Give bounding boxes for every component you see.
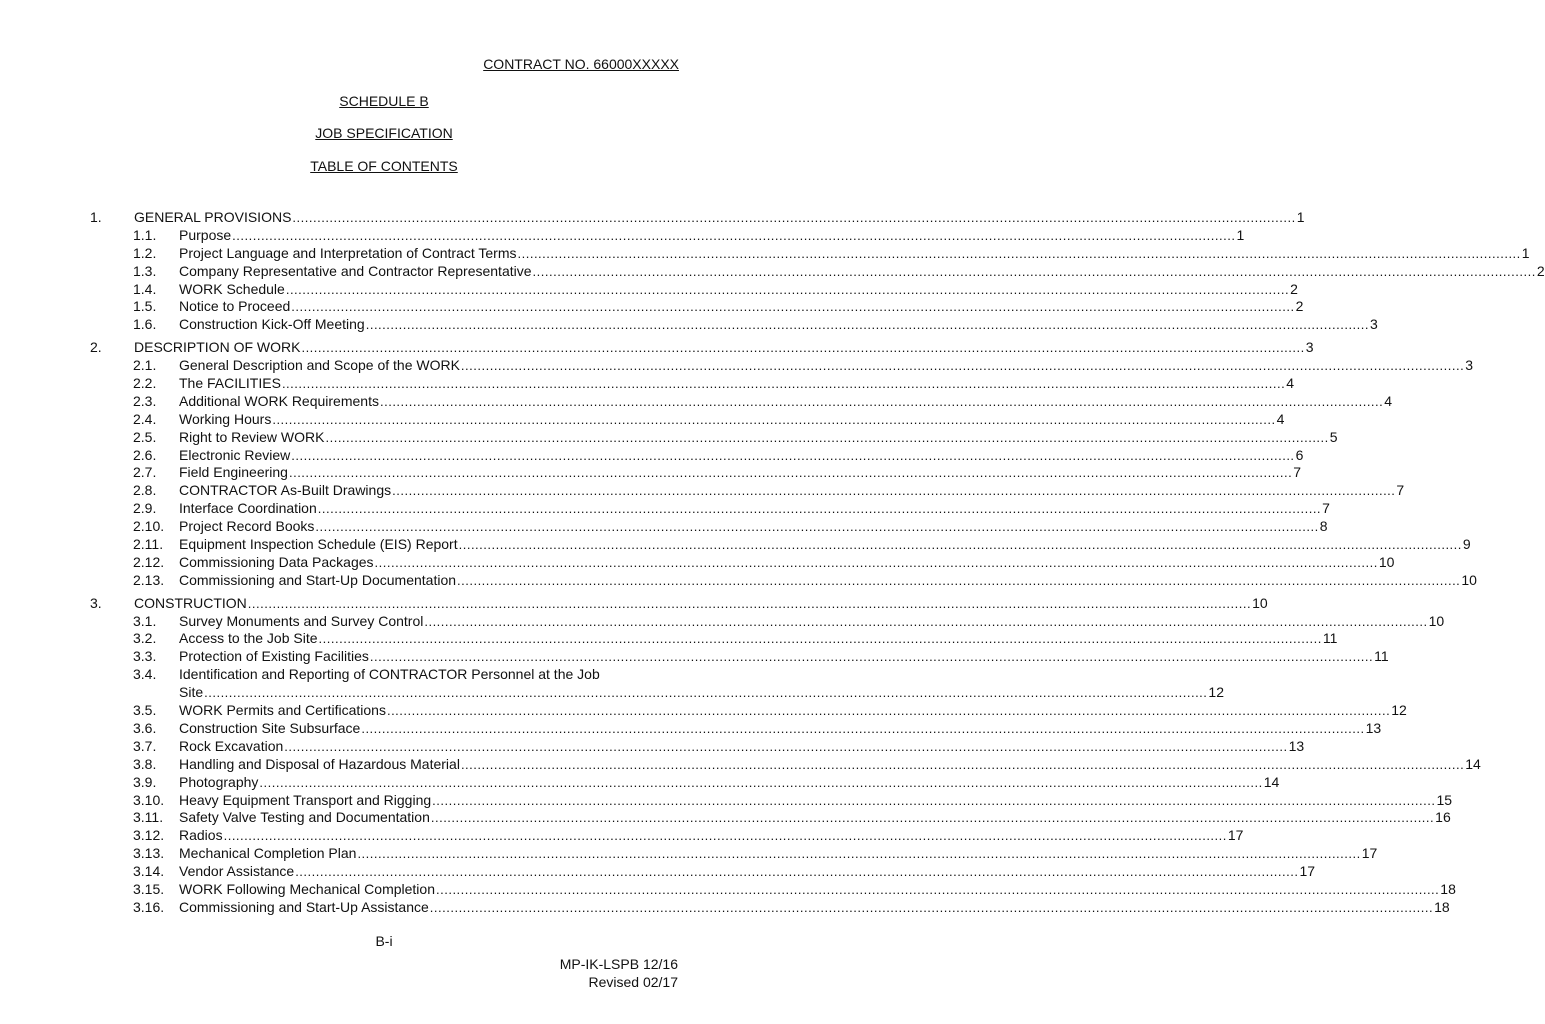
toc-leader [301,339,1304,357]
toc-entry[interactable] [90,880,1456,899]
toc-page: 17 [1299,863,1316,880]
toc-title: WORK Following Mechanical Completion [179,880,435,897]
toc-number: 2.10. [133,518,165,535]
toc-leader [295,863,1298,881]
toc-section [90,339,1477,589]
toc-leader [292,209,1295,227]
toc-entry[interactable] [90,845,1378,863]
toc-entry[interactable] [90,594,1268,613]
toc-entry[interactable] [90,226,1245,245]
contract-number: CONTRACT NO. 66000XXXXX [483,56,679,72]
toc-leader [518,245,1521,263]
toc-title-wrap [179,666,1224,702]
toc-page: 6 [1295,446,1304,463]
toc-page: 3 [1370,316,1378,333]
toc-title: The FACILITIES [179,375,281,391]
toc-title: CONTRACTOR As-Built Drawings [179,482,392,499]
toc-leader [204,684,1207,702]
toc-page: 3 [1305,339,1314,356]
toc-entry[interactable] [90,244,1530,263]
toc-page: 17 [1227,827,1244,844]
toc-title-line2 [179,684,1224,702]
toc-number: 3.14. [133,863,165,880]
toc-page: 18 [1434,898,1450,915]
toc-section [90,594,1481,917]
toc-page: 14 [1263,773,1280,790]
toc-entry[interactable] [90,536,1471,554]
toc-entry[interactable] [90,518,1328,536]
toc-title: CONSTRUCTION [134,594,247,611]
toc-leader [315,518,1318,536]
toc-number: 3.3. [133,648,157,665]
toc-title: Photography [179,773,259,790]
document-code: MP-IK-LSPB 12/16 [559,956,678,972]
toc-leader [457,572,1460,590]
toc-number: 3.1. [133,612,157,629]
toc-page: 17 [1361,845,1378,862]
toc-number: 1.4. [133,280,157,297]
toc-number: 2.6. [133,446,157,463]
toc-leader [325,429,1328,447]
toc-entry[interactable] [90,791,1453,810]
toc-leader [380,393,1383,411]
toc-title: Notice to Proceed [179,298,291,315]
toc-title: Identification and Reporting of CONTRACTOR Personnel at the Job [179,666,600,683]
toc-number: 1.2. [133,244,157,261]
toc-leader [282,375,1285,393]
toc-title: Project Record Books [179,518,315,535]
toc-title: Interface Coordination [179,500,317,517]
toc-entry[interactable] [90,719,1382,738]
page-number: B-i [375,933,393,949]
toc-page: 7 [1322,500,1330,517]
toc-entry[interactable] [90,375,1295,393]
toc-title: WORK Schedule [179,280,285,297]
toc-number: 3.2. [133,630,157,647]
toc-leader [319,630,1322,648]
toc-leader [436,881,1439,899]
toc-leader [291,447,1294,465]
toc-title: Working Hours [179,410,272,427]
toc-entry[interactable] [90,553,1395,572]
toc-title: Commissioning and Start-Up Assistance [179,898,429,915]
toc-page: 13 [1365,719,1382,736]
toc-title: Protection of Existing Facilities [179,648,369,665]
toc-page: 16 [1435,809,1451,826]
toc-title: Heavy Equipment Transport and Rigging [179,791,432,808]
toc-title: Rock Excavation [179,737,284,754]
toc-leader [461,357,1464,375]
toc-title: Purpose [179,226,232,243]
toc-page: 1 [1236,226,1245,243]
toc-leader [387,702,1390,720]
toc-leader [361,720,1364,738]
toc-title: Equipment Inspection Schedule (EIS) Report [179,536,458,553]
toc-page: 10 [1461,571,1477,588]
toc-page: 3 [1465,357,1474,374]
toc-title: Handling and Disposal of Hazardous Material [179,755,460,772]
toc-heading: TABLE OF CONTENTS [310,158,458,174]
toc-entry[interactable] [90,863,1316,881]
toc-entry[interactable] [90,571,1477,590]
toc-number: 2.5. [133,428,157,445]
toc-leader [431,809,1434,827]
toc-number: 3.13. [133,845,165,862]
toc-entry[interactable] [90,809,1451,827]
toc-leader [232,227,1235,245]
toc-page: 8 [1319,518,1328,535]
toc-page: 4 [1286,375,1295,391]
toc-entry[interactable] [90,446,1304,465]
toc-title: Survey Monuments and Survey Control [179,612,424,629]
toc-title: Safety Valve Testing and Documentation [179,809,430,826]
toc-number: 1. [90,208,102,225]
toc-page: 9 [1462,536,1471,553]
toc-page: 7 [1396,482,1405,499]
toc-title: Project Language and Interpretation of Contract Terms [179,244,517,261]
revision-date: Revised 02/17 [588,974,678,990]
toc-page: 10 [1252,594,1268,611]
toc-leader [248,595,1251,613]
toc-title: General Description and Scope of the WORK [179,357,460,374]
toc-title: Vendor Assistance [179,863,295,880]
toc-leader [291,298,1294,316]
toc-entry[interactable] [90,357,1474,375]
toc-page: 13 [1288,737,1305,754]
toc-number: 1.5. [133,298,157,315]
toc-page: 5 [1329,428,1338,445]
toc-entry[interactable] [90,280,1298,299]
toc-page: 18 [1440,880,1456,897]
toc-entry[interactable] [90,428,1338,447]
toc-entry[interactable] [90,612,1445,631]
toc-title: GENERAL PROVISIONS [134,208,292,225]
toc-page: 12 [1208,684,1224,701]
toc-entry[interactable] [90,339,1314,357]
toc-number: 3.12. [133,827,165,844]
toc-number: 2.3. [133,392,157,409]
toc-title: Construction Site Subsurface [179,719,361,736]
toc-entry[interactable] [90,262,1545,281]
toc-entry[interactable] [90,410,1285,429]
toc-title: Commissioning and Start-Up Documentation [179,571,457,588]
toc-number: 1.6. [133,316,157,333]
toc-page: 7 [1293,464,1302,481]
toc-section [90,208,1545,334]
toc-number: 3.11. [133,809,164,826]
toc-leader [284,738,1287,756]
toc-page: 14 [1465,755,1481,772]
toc-title: Construction Kick-Off Meeting [179,316,365,333]
toc-leader [318,500,1321,518]
toc-entry[interactable] [90,298,1304,316]
toc-page: 4 [1276,410,1285,427]
toc-number: 2.9. [133,500,157,517]
table-of-contents [90,208,1545,922]
toc-title: Electronic Review [179,446,291,463]
document-id [560,955,678,991]
toc-number: 2.8. [133,482,157,499]
toc-leader [289,464,1292,482]
toc-entry[interactable] [90,464,1302,482]
toc-leader [430,899,1433,917]
toc-title: Field Engineering [179,464,288,481]
toc-entry[interactable] [90,898,1450,917]
toc-number: 2.12. [133,553,165,570]
toc-page: 10 [1378,553,1395,570]
schedule-heading: SCHEDULE B [339,93,429,109]
toc-page: 1 [1296,208,1305,225]
toc-entry[interactable] [90,666,1224,702]
toc-leader [424,613,1427,631]
toc-leader [224,827,1227,845]
toc-entry[interactable] [90,500,1330,518]
toc-leader [286,281,1289,299]
toc-entry[interactable] [90,316,1378,334]
toc-entry[interactable] [90,737,1305,756]
toc-entry[interactable] [90,392,1393,411]
toc-entry[interactable] [90,773,1280,792]
toc-page: 2 [1536,262,1545,279]
toc-entry[interactable] [90,648,1389,666]
toc-title: WORK Permits and Certifications [179,702,386,719]
toc-number: 2.4. [133,410,157,427]
toc-number: 3. [90,594,102,611]
toc-leader [432,792,1435,810]
toc-number: 3.9. [133,773,157,790]
toc-page: 12 [1391,702,1407,719]
toc-leader [366,316,1369,334]
toc-page: 2 [1295,298,1304,315]
job-spec-heading: JOB SPECIFICATION [315,125,453,141]
toc-leader [533,263,1536,281]
toc-number: 2.7. [133,464,157,481]
toc-leader [370,648,1373,666]
toc-number: 2.2. [133,375,157,391]
toc-title: Additional WORK Requirements [179,392,379,409]
toc-leader [357,845,1360,863]
toc-number: 2.13. [133,571,165,588]
toc-entry[interactable] [90,208,1305,227]
toc-leader [459,536,1462,554]
toc-title: Access to the Job Site [179,630,318,647]
toc-page: 11 [1374,648,1389,665]
toc-number: 3.7. [133,737,157,754]
toc-leader [392,482,1395,500]
toc-page: 4 [1384,392,1393,409]
toc-leader [461,756,1464,774]
toc-number: 3.6. [133,719,157,736]
toc-number: 3.8. [133,755,157,772]
toc-number: 3.15. [133,880,165,897]
toc-number: 1.3. [133,262,157,279]
toc-page: 10 [1428,612,1445,629]
toc-leader [259,774,1262,792]
toc-title: Company Representative and Contractor Representative [179,262,532,279]
toc-entry[interactable] [90,630,1338,648]
toc-title: Radios [179,827,223,844]
toc-title: Mechanical Completion Plan [179,845,357,862]
toc-number: 1.1. [133,226,157,243]
toc-entry[interactable] [90,702,1407,720]
toc-number: 3.4. [133,666,157,683]
toc-entry[interactable] [90,482,1405,500]
toc-title-continued: Site [179,684,204,701]
toc-leader [375,554,1378,572]
toc-entry[interactable] [90,755,1481,774]
toc-number: 2.1. [133,357,157,374]
toc-number: 3.16. [133,898,165,915]
toc-leader [272,411,1275,429]
toc-title: Commissioning Data Packages [179,553,374,570]
toc-number: 3.10. [133,791,165,808]
toc-number: 2.11. [133,536,164,553]
toc-title: Right to Review WORK [179,428,325,445]
toc-number: 3.5. [133,702,157,719]
toc-number: 2. [90,339,102,356]
toc-page: 1 [1521,244,1530,261]
toc-page: 15 [1436,791,1453,808]
toc-page: 2 [1290,280,1298,297]
toc-title: DESCRIPTION OF WORK [134,339,301,356]
toc-entry[interactable] [90,827,1244,845]
toc-page: 11 [1322,630,1338,647]
